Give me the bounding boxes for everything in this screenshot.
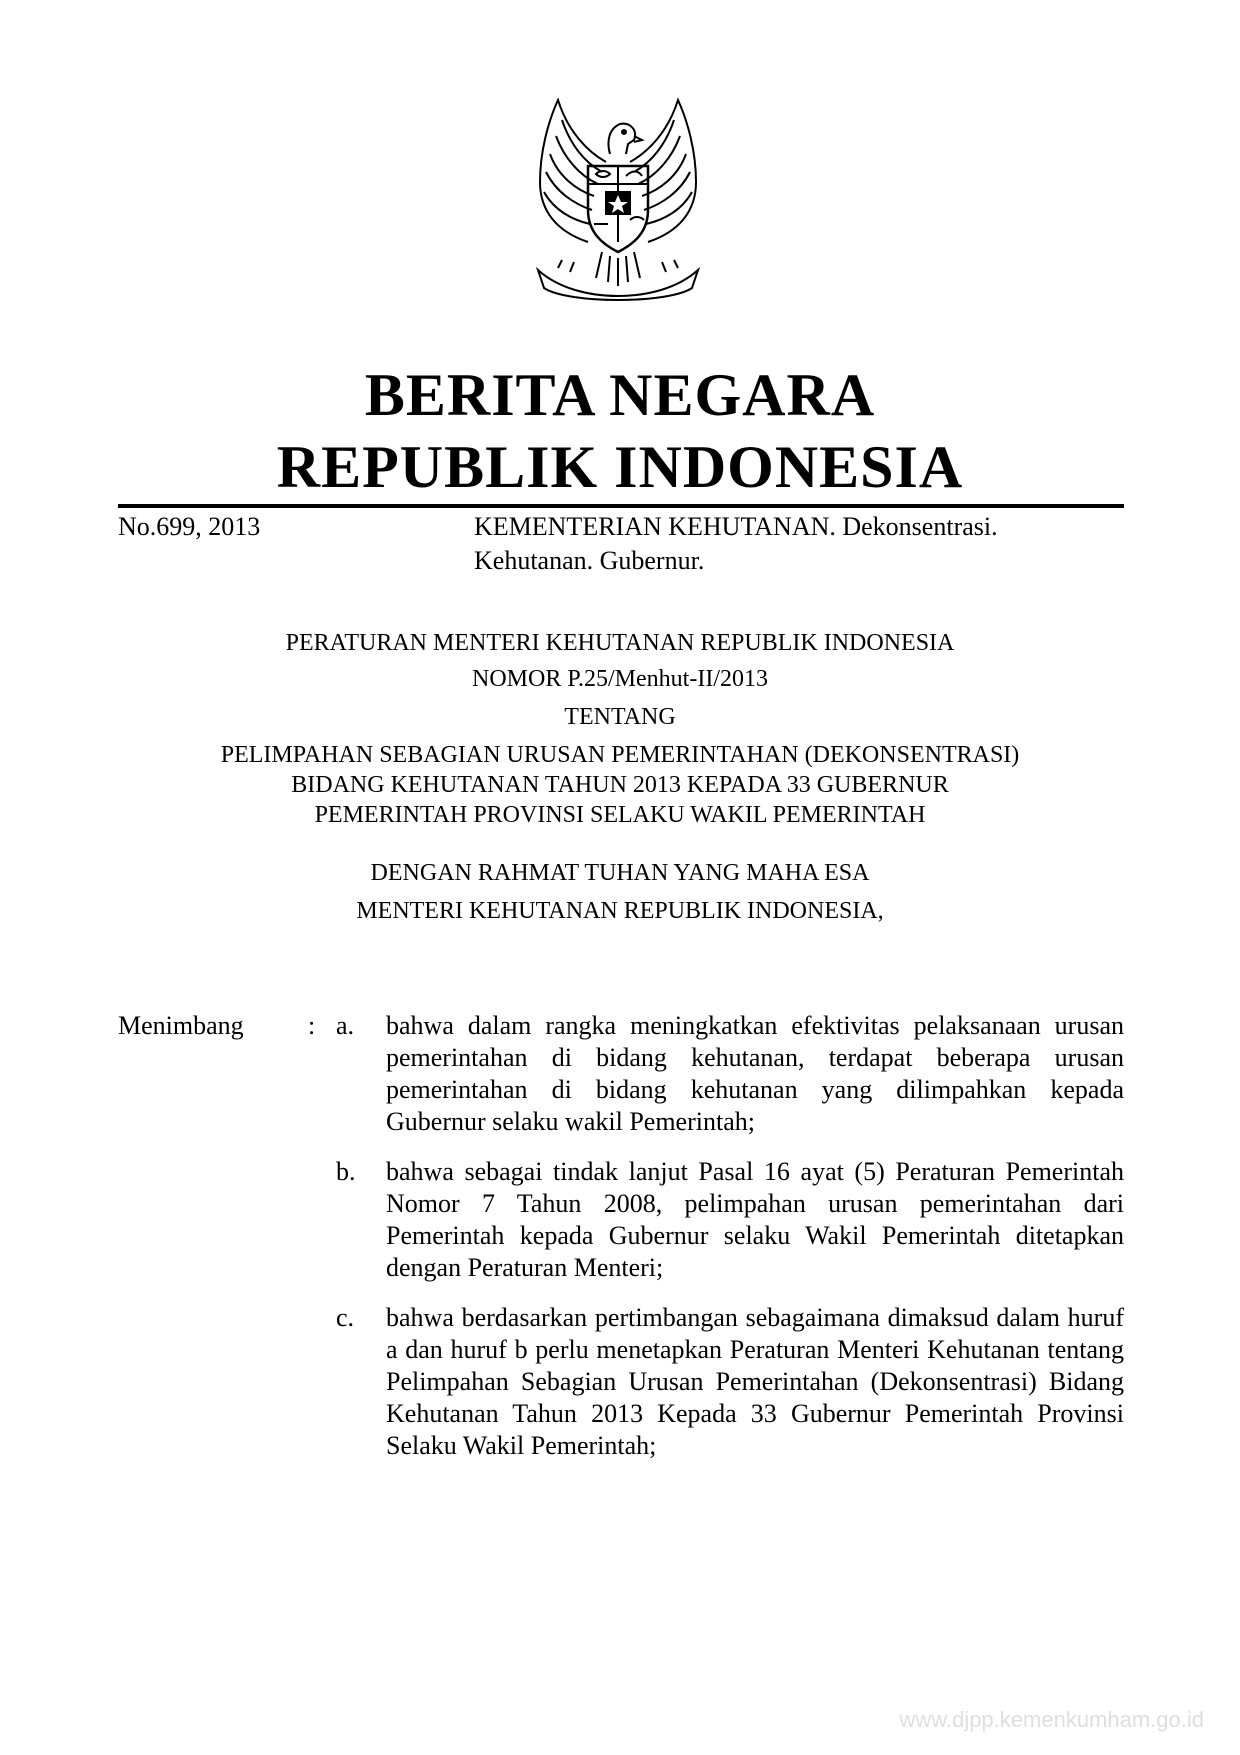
watermark-url: www.djpp.kemenkumham.go.id bbox=[899, 1707, 1204, 1732]
considering-item bbox=[118, 1010, 1124, 1138]
gazette-number: No.699, 2013 bbox=[118, 512, 261, 541]
regulation-number: NOMOR P.25/Menhut-II/2013 bbox=[471, 666, 768, 692]
header-divider bbox=[118, 504, 1124, 508]
regulation-issuer: MENTERI KEHUTANAN REPUBLIK INDONESIA, bbox=[356, 898, 884, 924]
garuda-emblem-icon bbox=[518, 92, 718, 308]
considering-section bbox=[118, 1010, 1124, 1480]
regulation-title: PERATURAN MENTERI KEHUTANAN REPUBLIK INDONESIA bbox=[285, 630, 955, 656]
gazette-subject bbox=[474, 510, 1124, 578]
item-marker: b. bbox=[336, 1157, 356, 1186]
gazette-subject-line1: KEMENTERIAN KEHUTANAN. Dekonsentrasi. bbox=[474, 512, 998, 541]
regulation-about: TENTANG bbox=[564, 704, 676, 730]
regulation-subject-line1: PELIMPAHAN SEBAGIAN URUSAN PEMERINTAHAN (DEKONSENTRASI) bbox=[220, 742, 1020, 768]
regulation-subject bbox=[100, 740, 1140, 830]
considering-item bbox=[118, 1302, 1124, 1462]
regulation-blessing: DENGAN RAHMAT TUHAN YANG MAHA ESA bbox=[370, 860, 870, 886]
item-text: bahwa sebagai tindak lanjut Pasal 16 ayat (5) Peraturan Pemerintah Nomor 7 Tahun 2008, pelimpahan urusan pemerintahan dari Pemerintah kepada Gubernur selaku Wakil Pemerintah ditetapkan dengan Peraturan Menteri; bbox=[386, 1157, 1124, 1282]
regulation-subject-line2: BIDANG KEHUTANAN TAHUN 2013 KEPADA 33 GUBERNUR bbox=[291, 772, 949, 798]
considering-item bbox=[118, 1156, 1124, 1284]
item-text: bahwa dalam rangka meningkatkan efektivitas pelaksanaan urusan pemerintahan di bidang kehutanan, terdapat beberapa urusan pemerintahan di bidang kehutanan yang dilimpahkan kepada Gubernur selaku wakil Pemerintah; bbox=[386, 1011, 1124, 1136]
item-marker: c. bbox=[336, 1303, 355, 1332]
gazette-title-line2: REPUBLIK INDONESIA bbox=[276, 434, 964, 500]
gazette-title-line1: BERITA NEGARA bbox=[364, 362, 876, 428]
considering-colon: : bbox=[308, 1011, 316, 1040]
item-marker: a. bbox=[336, 1011, 355, 1040]
considering-label: Menimbang bbox=[118, 1011, 244, 1040]
regulation-subject-line3: PEMERINTAH PROVINSI SELAKU WAKIL PEMERINTAH bbox=[314, 802, 926, 828]
gazette-subject-line2: Kehutanan. Gubernur. bbox=[474, 546, 705, 575]
item-text: bahwa berdasarkan pertimbangan sebagaimana dimaksud dalam huruf a dan huruf b perlu menetapkan Peraturan Menteri Kehutanan tentang Pelimpahan Sebagian Urusan Pemerintahan (Dekonsentrasi) Bidang Kehutanan Tahun 2013 Kepada 33 Gubernur Pemerintah Provinsi Selaku Wakil Pemerintah; bbox=[386, 1303, 1124, 1460]
